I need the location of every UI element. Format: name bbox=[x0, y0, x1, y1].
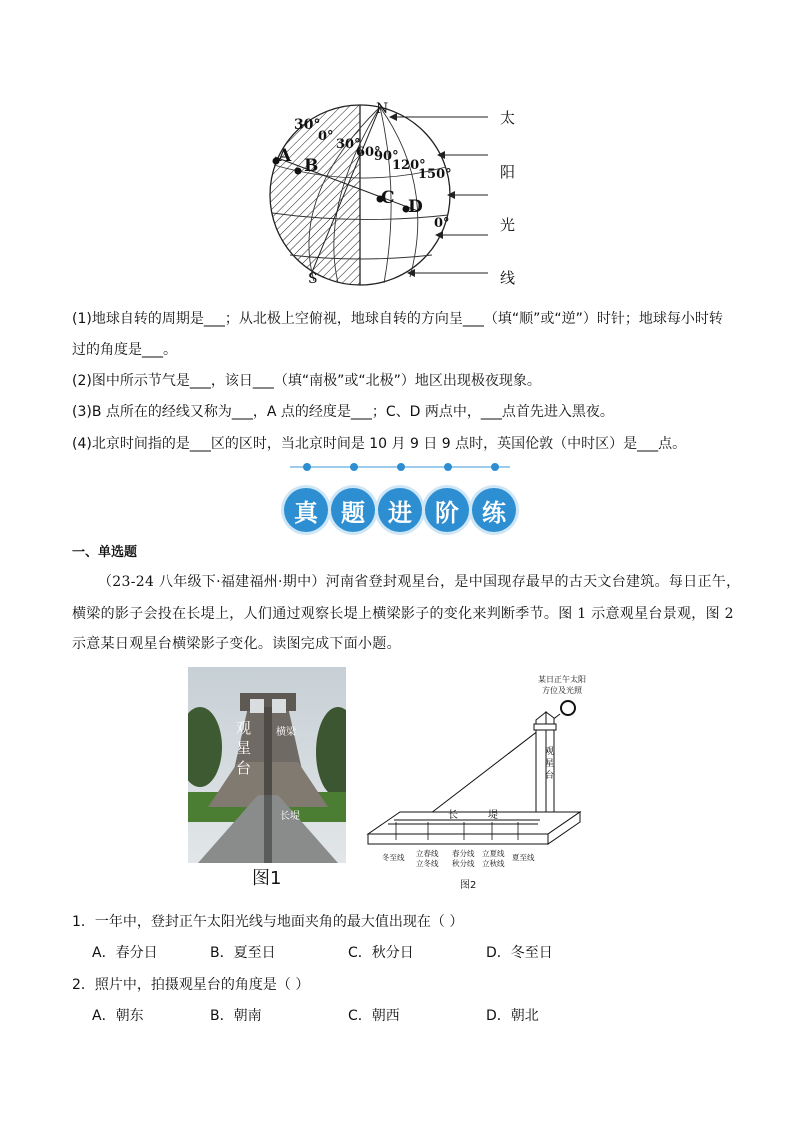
label-s: S bbox=[308, 271, 318, 287]
fig2-dyke-char: 堤 bbox=[488, 810, 498, 821]
point-b bbox=[295, 168, 302, 175]
fig2-marker: 立夏线 bbox=[482, 849, 505, 858]
label-lon60: 60° bbox=[356, 145, 381, 160]
fig2-sun-label: 方位及光照 bbox=[542, 686, 582, 695]
question-2: (2)图中所示节气是___，该日___（填“南极”或“北极”）地区出现极夜现象。 bbox=[72, 373, 541, 389]
question-3: (3)B 点所在的经线又称为___，A 点的经度是___；C、D 两点中，___点首先进入黑夜。 bbox=[72, 404, 614, 420]
banner-char: 练 bbox=[472, 488, 516, 532]
question-4: (4)北京时间指的是___区的区时，当北京时间是 10 月 9 日 9 点时，英国伦敦（中时区）是___点。 bbox=[72, 436, 687, 452]
q1-option-b[interactable]: B．夏至日 bbox=[210, 945, 276, 961]
figure-2-caption: 图2 bbox=[460, 880, 477, 891]
label-a: A bbox=[278, 146, 292, 166]
globe-diagram bbox=[250, 95, 540, 290]
q2-option-c[interactable]: C．朝西 bbox=[348, 1008, 400, 1024]
fig2-marker: 冬至线 bbox=[382, 853, 405, 862]
figure-1-caption: 图1 bbox=[252, 868, 282, 889]
fig2-tower-char: 台 bbox=[545, 771, 555, 781]
fig2-marker: 立冬线 bbox=[416, 859, 439, 868]
fig2-marker: 秋分线 bbox=[452, 859, 475, 868]
banner-dot bbox=[350, 463, 358, 471]
q2-option-a[interactable]: A．朝东 bbox=[92, 1008, 144, 1024]
banner-char: 进 bbox=[378, 488, 422, 532]
sun-text-4: 线 bbox=[500, 269, 516, 287]
label-n: N bbox=[376, 101, 389, 117]
fig1-beam-label: 横梁 bbox=[276, 727, 296, 738]
fig1-dyke-label: 长堤 bbox=[280, 811, 300, 822]
sun-text-2: 阳 bbox=[500, 163, 516, 181]
fig2-tower-char: 观 bbox=[545, 747, 555, 757]
label-b: B bbox=[304, 156, 319, 176]
banner-dot bbox=[303, 463, 311, 471]
banner-dot bbox=[397, 463, 405, 471]
banner-dot bbox=[444, 463, 452, 471]
q2-option-b[interactable]: B．朝南 bbox=[210, 1008, 262, 1024]
question-1-line-1: (1)地球自转的周期是___；从北极上空俯视，地球自转的方向呈___（填“顺”或“逆”）时针；地球每小时转 bbox=[72, 311, 723, 327]
banner-char: 真 bbox=[284, 488, 328, 532]
fig2-sun-label: 某日正午太阳 bbox=[538, 675, 586, 684]
banner-char: 题 bbox=[331, 488, 375, 532]
figure-1-photo bbox=[188, 667, 346, 863]
q1-option-a[interactable]: A．春分日 bbox=[92, 945, 158, 961]
label-lon90: 90° bbox=[374, 149, 399, 164]
label-lon120: 120° bbox=[392, 158, 426, 173]
label-lon0-top: 0° bbox=[318, 129, 334, 144]
q2-option-d[interactable]: D．朝北 bbox=[486, 1008, 539, 1024]
fig1-tower-char: 观 bbox=[236, 719, 252, 737]
fig2-marker: 夏至线 bbox=[512, 853, 535, 862]
label-lon30-right: 30° bbox=[336, 137, 361, 152]
fig2-marker: 立秋线 bbox=[482, 859, 505, 868]
banner-dot bbox=[491, 463, 499, 471]
q1-stem: 1．一年中，登封正午太阳光线与地面夹角的最大值出现在（ ） bbox=[72, 914, 464, 930]
intro-line-3: 示意某日观星台横梁影子变化。读图完成下面小题。 bbox=[72, 636, 401, 652]
label-c: C bbox=[381, 188, 395, 208]
sun-text-3: 光 bbox=[500, 216, 516, 234]
section-title: 一、单选题 bbox=[72, 545, 138, 560]
label-lon30-left: 30° bbox=[294, 117, 321, 133]
intro-line-1: （23-24 八年级下·福建福州·期中）河南省登封观星台，是中国现存最早的古天文台建筑。每日正午， bbox=[98, 574, 741, 590]
fig2-tower-char: 星 bbox=[545, 759, 555, 769]
fig2-marker: 春分线 bbox=[452, 849, 475, 858]
banner-char: 阶 bbox=[425, 488, 469, 532]
sun-icon bbox=[561, 701, 575, 715]
fig1-tower-char: 台 bbox=[236, 759, 252, 777]
q1-option-c[interactable]: C．秋分日 bbox=[348, 945, 414, 961]
q2-stem: 2．照片中，拍摄观星台的角度是（ ） bbox=[72, 977, 310, 993]
label-d: D bbox=[408, 197, 423, 217]
sun-rays bbox=[390, 117, 488, 273]
fig1-tower-char: 星 bbox=[236, 739, 252, 757]
q1-option-d[interactable]: D．冬至日 bbox=[486, 945, 553, 961]
sun-text-1: 太 bbox=[500, 109, 516, 127]
label-lon150: 150° bbox=[418, 167, 452, 182]
intro-line-2: 横梁的影子会投在长堤上，人们通过观察长堤上横梁影子的变化来判断季节。图 1 示意观星台景观，图 2 bbox=[72, 606, 734, 622]
question-1-line-2: 过的角度是___。 bbox=[72, 342, 177, 358]
label-lon0-bottom: 0° bbox=[434, 216, 450, 231]
fig2-dyke-char: 长 bbox=[448, 810, 458, 821]
figure-2-diagram bbox=[360, 672, 590, 872]
fig2-marker: 立春线 bbox=[416, 849, 439, 858]
